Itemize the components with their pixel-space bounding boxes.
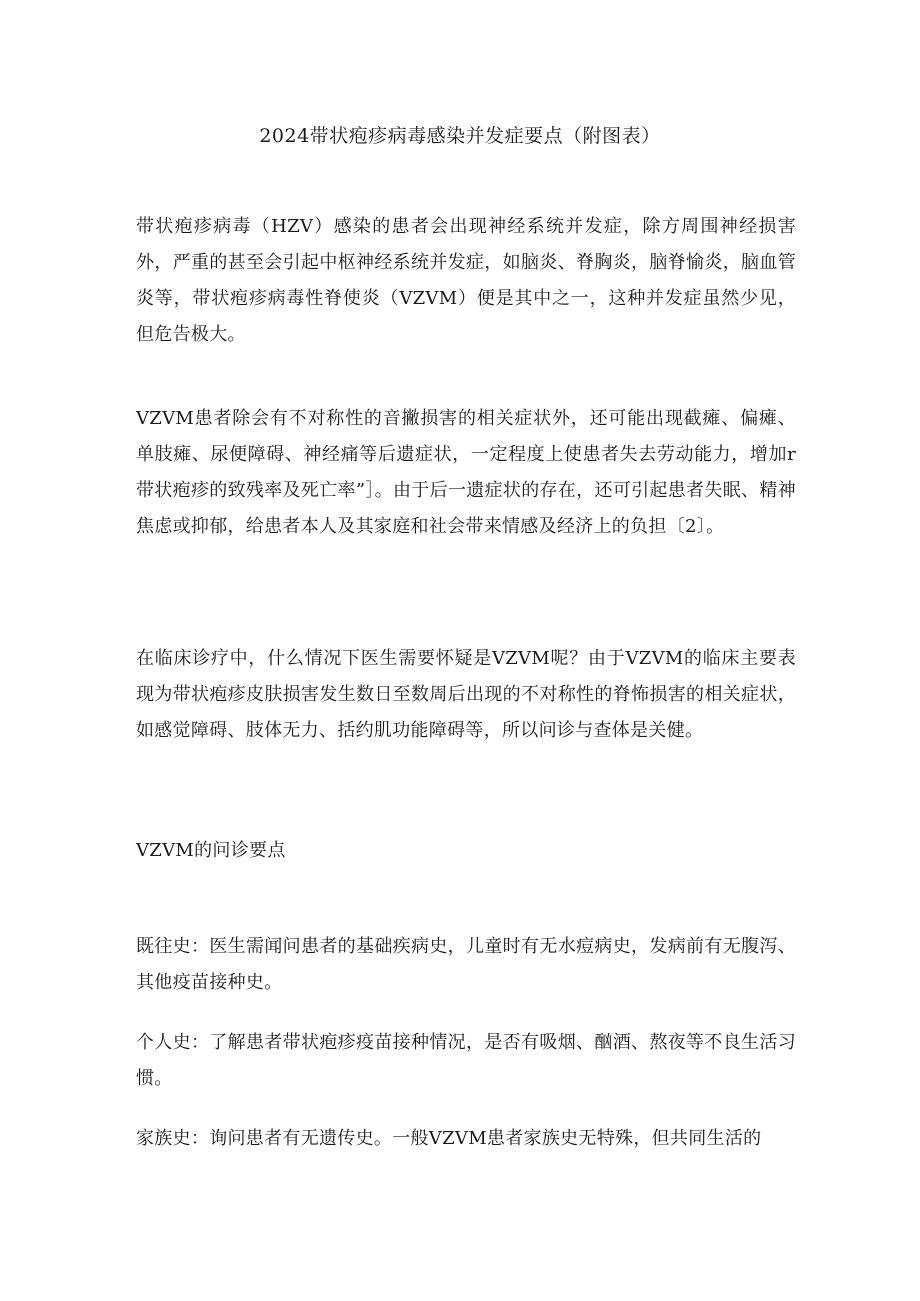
paragraph-clinical: 在临床诊疗中，什么情况下医生需要怀疑是VZVM呢？由于VZVM的临床主要表现为带状疱疹皮肤损害发生数日至数周后出现的不对称性的脊怖损害的相关症状，如感觉障碍、肢体无力、括约肌功能障碍等，所以问诊与查体是关健。 [136, 648, 796, 741]
paragraph-intro: 带状疱疹病毒（HZV）感染的患者会出现神经系统并发症，除方周围神经损害外，严重的甚至会引起中枢神经系统并发症，如脑炎、脊胸炎，脑脊愉炎，脑血管炎等，带状疱疹病毒性脊使炎（VZVM）便是其中之一，这种并发症虽然少见，但危告极大。 [136, 216, 796, 345]
paragraph-past-history: 既往史：医生需闻问患者的基础疾病史，儿童时有无水痘病史，发病前有无腹泻、其他疫苗接种史。 [136, 936, 796, 993]
paragraph-personal-history: 个人史：了解患者带状疱疹疫苗接种情况，是否有吸烟、酗酒、熬夜等不良生活习惯。 [136, 1032, 796, 1089]
section-heading: VZVM的问诊要点 [136, 840, 286, 861]
paragraph-family-history: 家族史：询问患者有无遗传史。一般VZVM患者家族史无特殊，但共同生活的 [136, 1128, 762, 1149]
paragraph-sequelae: VZVM患者除会有不对称性的音撇损害的相关症状外，还可能出现截瘫、偏瘫、单肢瘫、尿便障碍、神经痛等后遗症状，一定程度上使患者失去劳动能力，增加r带状疱疹的致残率及死亡率”］。由于后一遗症状的存在，还可引起患者失眠、精神焦虑或抑郁，给患者本人及其家庭和社会带来情感及经济上的负担〔2〕。 [136, 408, 796, 537]
document-title: 2024带状疱疹病毒感染并发症要点（附图表） [259, 125, 661, 147]
